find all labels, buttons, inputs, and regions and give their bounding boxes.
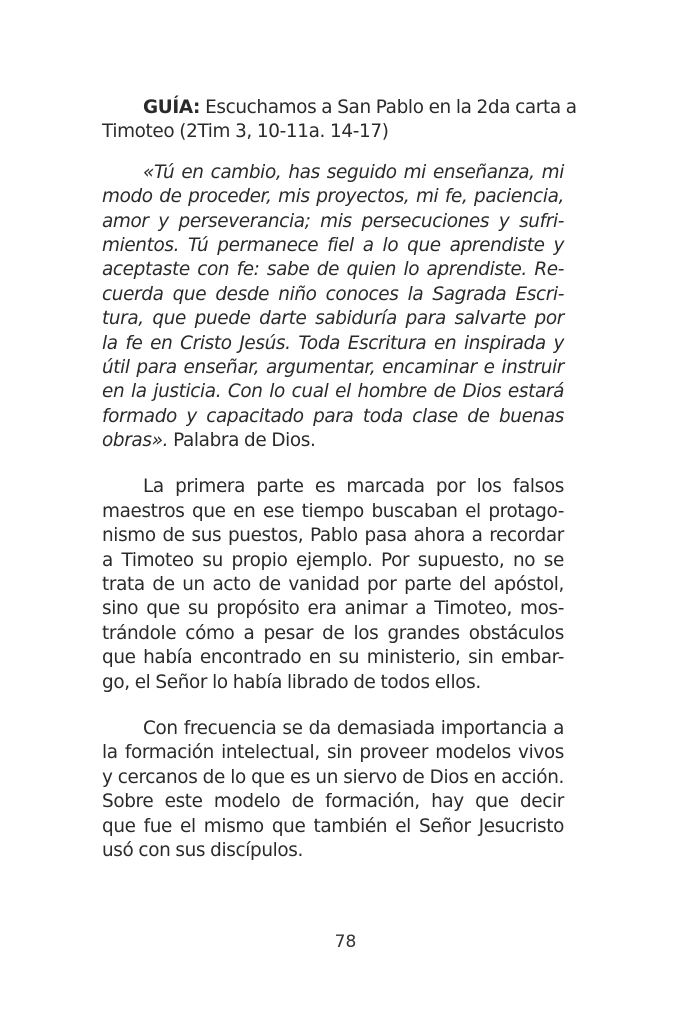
text-line: Con frecuencia se da demasiada importancia a	[143, 717, 564, 739]
quote-line: obras». Palabra de Dios.	[102, 430, 316, 452]
quote-line: útil para enseñar, argumentar, encaminar e instruir	[102, 356, 564, 378]
quote-line: aceptaste con fe: sabe de quien lo aprendiste. Re-	[102, 259, 564, 281]
heading-line: Timoteo (2Tim 3, 10-11a. 14-17)	[102, 121, 389, 143]
heading-line: GUÍA: Escuchamos a San Pablo en la 2da carta a	[143, 97, 577, 118]
text-line: sino que su propósito era animar a Timoteo, mos-	[102, 598, 564, 620]
text-line: que fue el mismo que también el Señor Jesucristo	[102, 815, 564, 837]
quote-line: modo de proceder, mis proyectos, mi fe, paciencia,	[102, 186, 564, 208]
page-number: 78	[334, 932, 357, 952]
text-line: a Timoteo su propio ejemplo. Por supuesto, no se	[102, 549, 564, 571]
text-line: la formación intelectual, sin proveer modelos vivos	[102, 742, 564, 764]
text-line: usó con sus discípulos.	[102, 839, 304, 861]
quote-line: la fe en Cristo Jesús. Toda Escritura en inspirada y	[102, 332, 564, 354]
quote-line: en la justicia. Con lo cual el hombre de Dios estará	[102, 381, 564, 403]
text-line: go, el Señor lo había librado de todos ellos.	[102, 671, 481, 693]
guide-label: GUÍA:	[143, 97, 201, 118]
text-line: La primera parte es marcada por los falsos	[143, 476, 564, 498]
quote-line: tura, que puede darte sabiduría para salvarte por	[102, 308, 564, 330]
scripture-quote	[102, 161, 564, 454]
quote-line: formado y capacitado para toda clase de buenas	[102, 405, 564, 427]
paragraph-1	[102, 475, 564, 695]
quote-line: amor y perseverancia; mis persecuciones y sufri-	[102, 210, 564, 232]
text-line: trata de un acto de vanidad por parte del apóstol,	[102, 574, 564, 596]
text-line: Sobre este modelo de formación, hay que decir	[102, 791, 564, 813]
quote-line: mientos. Tú permanece fiel a lo que aprendiste y	[102, 234, 564, 256]
page-body	[102, 96, 577, 879]
text-line: trándole cómo a pesar de los grandes obstáculos	[102, 622, 564, 644]
paragraph-2	[102, 717, 564, 863]
quote-line: cuerda que desde niño conoces la Sagrada Escri-	[102, 283, 564, 305]
text-line: que había encontrado en su ministerio, sin embar-	[102, 647, 564, 669]
guide-heading	[102, 96, 577, 145]
text-line: maestros que en ese tiempo buscaban el protago-	[102, 500, 564, 522]
quote-line: «Tú en cambio, has seguido mi enseñanza, mi	[143, 161, 564, 183]
text-line: y cercanos de lo que es un siervo de Dios en acción.	[102, 766, 564, 788]
text-line: nismo de sus puestos, Pablo pasa ahora a recordar	[102, 525, 564, 547]
